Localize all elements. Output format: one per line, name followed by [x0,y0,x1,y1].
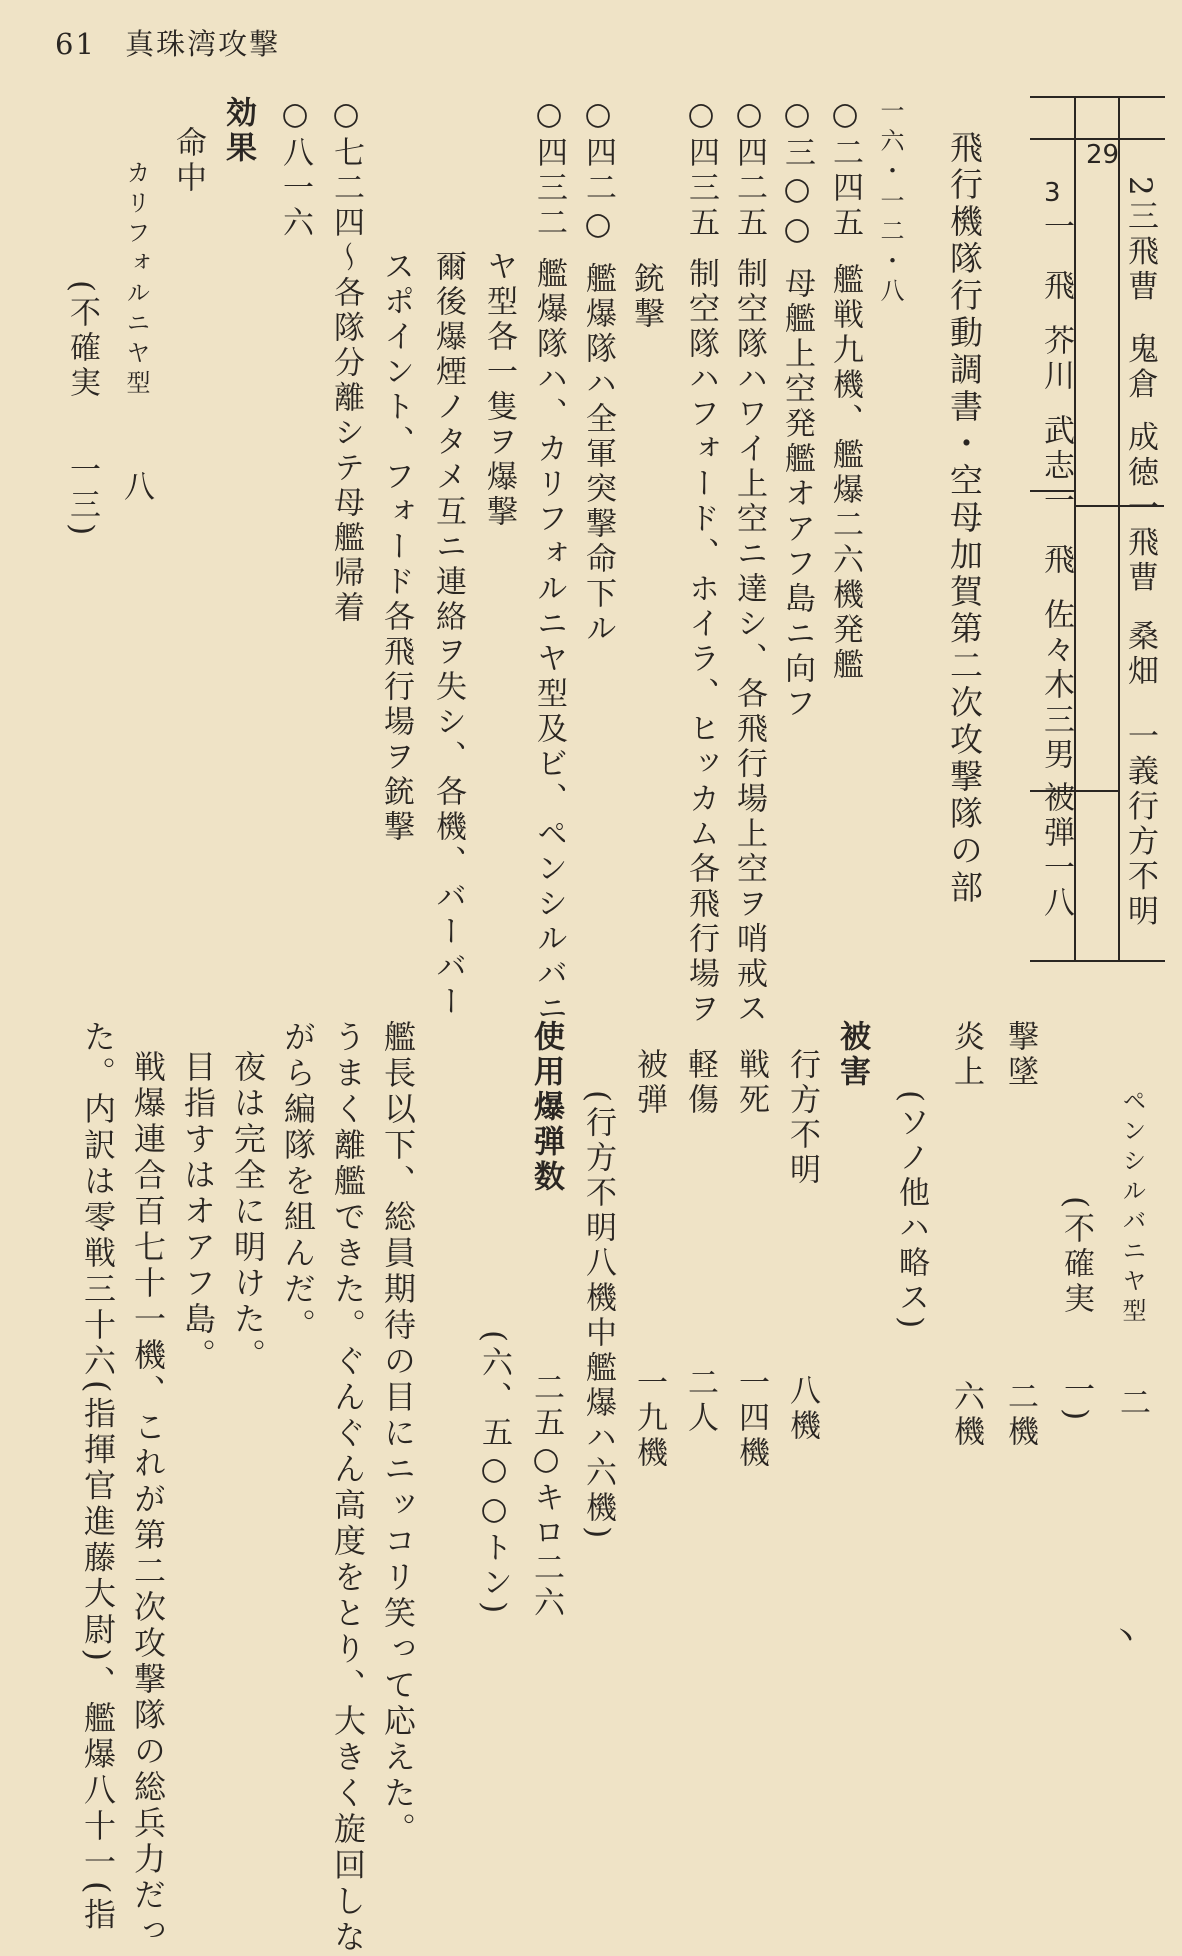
narrative-line: うまく離艦できた。ぐんぐん高度をとり、大きく旋回しな [329,1020,367,1956]
stray-mark: 丶 [1104,1620,1140,1655]
hit-label: 命中 [170,126,206,196]
effect-heading: 効果 [220,96,256,166]
roster-row-1: 2三飛曹鬼倉成徳一飛曹桑畑一義行方不明 [1122,176,1158,930]
bombs-note: (六、五○○トン) [476,1330,512,1618]
damage-row: 軽傷二人 [682,1048,718,1436]
effect-pennsylvania: ペンシルバニヤ型二 [1114,1088,1150,1421]
report-date: 一六・一二・八 [876,98,904,308]
roster-number: 3 [1044,178,1061,208]
roster-divider [1074,98,1076,960]
running-header [55,22,280,63]
narrative-line: 戦爆連合百七十一機、これが第二次攻撃隊の総兵力だっ [129,1050,167,1950]
narrative-line: 目指すはオアフ島。 [179,1050,217,1374]
log-entry: ○四三五制空隊ハフォード、ホイラ、ヒッカム各飛行場ヲ [683,96,719,1027]
log-entry: ○四二○艦爆隊ハ全軍突撃命下ル [580,96,616,647]
damage-row: 戦死一四機 [733,1048,769,1471]
narrative-line: た。内訳は零戦三十六(指揮官進藤大尉)、艦爆八十一(指 [79,1020,117,1934]
damage-row: 被弾一九機 [631,1048,667,1471]
bombs-heading: 使用爆弾数二五○キロ二六 [528,1020,564,1621]
log-entry: ヤ型各一隻ヲ爆撃 [481,250,517,530]
narrative-line: 夜は完全に明けた。 [229,1050,267,1374]
roster-number: 29 [1086,140,1120,170]
shotdown-row: 撃墜二機 [1002,1020,1038,1450]
log-entry: ○四三二艦爆隊ハ、カリフォルニヤ型及ビ、ペンシルバニ [531,96,567,1027]
damage-row: 行方不明八機 [784,1048,820,1444]
report-title: 飛行機隊行動調書・空母加賀第二次攻撃隊の部 [945,130,984,907]
log-entry: スポイント、フォード各飛行場ヲ銃撃 [378,250,414,845]
log-entry: ○七二四～各隊分離シテ母艦帰着 [328,96,364,626]
log-entry: 銃撃 [628,262,664,332]
header-title: 真珠湾攻撃 [125,27,281,61]
effect-california: カリフォルニヤ型八 [118,160,154,505]
log-entry: ○四二五制空隊ハワイ上空ニ達シ、各飛行場上空ヲ哨戒ス [731,96,767,1027]
log-entry: ○二四五艦戦九機、艦爆二六機発艦 [827,96,863,683]
narrative-line: 艦長以下、総員期待の目にニッコリ笑って応えた。 [379,1020,417,1848]
burned-row: 炎上六機 [948,1020,984,1450]
damage-heading: 被害 [834,1020,870,1090]
effect-pennsylvania-note: (不確実一) [1058,1196,1094,1425]
log-entry: 爾後爆煙ノタメ互ニ連絡ヲ失シ、各機、バーバー [430,250,466,1020]
log-entry: ○三○○母艦上空発艦オアフ島ニ向フ [779,96,815,722]
missing-note: (行方不明八機中艦爆ハ六機) [580,1090,616,1543]
other-note: (ソノ他ハ略ス) [893,1090,929,1333]
log-entry: ○八一六 [277,96,313,241]
roster-divider [1118,98,1120,960]
page-number: 61 [55,27,96,61]
effect-california-note: (不確実一三) [64,280,100,540]
roster-row-2: 一飛芥川武志一飛佐々木三男被弾一八 [1038,210,1074,921]
narrative-line: がら編隊を組んだ。 [279,1020,317,1344]
